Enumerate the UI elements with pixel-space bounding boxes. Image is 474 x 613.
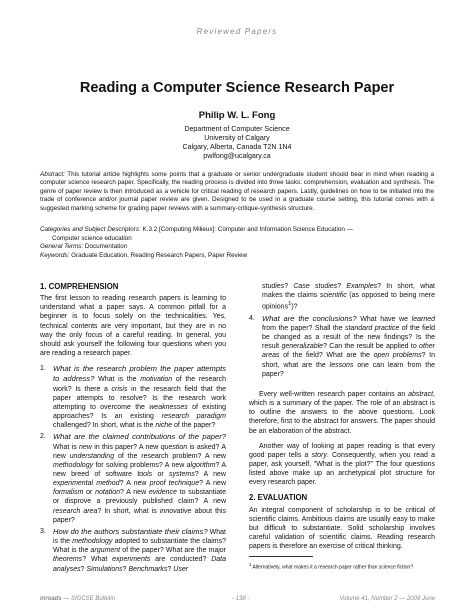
abstract-text: This tutorial article highlights some points that a graduate or senior undergraduate student should bear in mind when reading a computer science research paper. Specifically, the reading process is divided into three tasks: comprehension, evaluation and synthesis. The genre of paper review is then introduced as a vehicle for critical reading of research papers. Lastly, guidelines on how to be initiated into the trade of conference and/or journal paper review are given. Designed to be used in a graduate course setting, this tutorial comes with a suggested marking scheme for grading paper reviews with a summary-critique-synthesis structure.: [40, 171, 434, 212]
categories-label: Categories and Subject Descriptors: [40, 226, 140, 233]
footnote-mark: 1: [249, 562, 252, 567]
question-list: [40, 364, 226, 573]
question-3: 3. How do the authors substantiate their claims? What is the methodology adopted to substantiate the claims? What is the argument of the paper? What are the major theorems? What experiments are conducted? Data analyses? Simulations? Benchmarks? User: [40, 526, 226, 573]
keywords-label: Keywords: [40, 251, 68, 259]
general-terms: : Documentation: [81, 243, 128, 251]
question-1-number: 1.: [40, 365, 46, 373]
footer-volume: Volume 41, Number 2 — 2009 June: [339, 596, 435, 602]
question-2-title: What are the claimed contributions of the paper?: [53, 432, 226, 442]
categories-line1: : K.3.2 [Computing Milieux]: Computer and Information Science Education —: [139, 226, 353, 233]
section-heading-evaluation: 2. EVALUATION: [249, 493, 308, 503]
question-4: 4. What are the conclusions? What have we learned from the paper? Shall the standard practice of the field be changed as a result of the new findings? Is the result generalizable? Can the result be applied to other areas of the field? What are the open problems? In short, what are the lessons one can learn from the paper?: [249, 313, 436, 378]
question-4-number: 4.: [249, 314, 255, 322]
keywords: : Graduate Education, Reading Research Papers, Paper Review: [67, 251, 248, 259]
question-4-title: What are the conclusions?: [262, 313, 357, 323]
evaluation-text: An integral component of scholarship is to be critical of scientific claims. Ambitious claims are usually easy to make but difficult to substantiate. Solid scholarship involves careful validation of scientific claims. Reading research papers is therefore an exercise of critical thinking.: [249, 506, 435, 551]
author-department: Department of Computer Science: [184, 125, 290, 133]
footnote-text: Alternatively, what makes it a research paper rather than science fiction?: [252, 564, 413, 571]
footnote-divider: [249, 556, 313, 557]
story-paragraph: Another way of looking at paper reading is that every good paper tells a story. Consequently, when you read a paper, ask yourself, "What is the plot?" The four questions listed above make up an archetypical plot structure for every research paper.: [249, 442, 435, 487]
footnote-ref: 1: [288, 301, 292, 308]
running-header: Reviewed Papers: [196, 27, 278, 36]
general-terms-label: General Terms: [40, 243, 82, 251]
question-3-continued: studies? Case studies? Examples? In short, what makes the claims scientific (as opposed to being mere opinions$^1$)?: [262, 283, 435, 311]
question-2-number: 2.: [40, 433, 46, 441]
question-2: 2. What are the claimed contributions of the paper? What is new in this paper? A new question is asked? A new understanding of the research problem? A new methodology for solving problems? A new algorithm? A new breed of software tools or systems? A new experimental method? A new proof technique? A new formalism or notation? A new evidence to substantiate or disprove a previously published claim? A new research area? In short, what is innovative about this paper?: [40, 432, 227, 524]
section-heading-comprehension: 1. COMPREHENSION: [40, 282, 119, 291]
abstract-paragraph: Every well-written research paper contains an abstract, which is a summary of the paper. The role of an abstract is to outline the answers to the above questions. Look therefore, first to the abstract for answers. The paper should be an elaboration of the abstract.: [249, 390, 435, 435]
categories-line2: Computer science education: [52, 234, 132, 242]
question-3-title: How do the authors substantiate their claims?: [53, 526, 208, 536]
left-column: [40, 282, 226, 576]
footer-bulletin: — SIGCSE Bulletin: [61, 596, 116, 602]
abstract-label: Abstract:: [40, 171, 65, 178]
author-name: Philip W. L. Fong: [198, 110, 276, 121]
author-affiliation: [0, 125, 474, 161]
footer-journal: inroads: [40, 596, 62, 602]
author-university: University of Calgary: [204, 134, 270, 142]
question-3-number: 3.: [40, 527, 46, 535]
right-column: [249, 282, 435, 557]
categories-block: [40, 226, 434, 260]
question-1-title: What is the research problem the paper attempts to address?: [53, 364, 226, 384]
question-1: 1. What is the research problem the paper attempts to address? What is the motivation of the research work? Is there a crisis in the research field that the paper attempts to resolve? Is the research work attempting to overcome the weaknesses of existing approaches? Is an existing research paradigm challenged? In short, what is the niche of the paper?: [40, 364, 227, 430]
comprehension-intro: The first lesson to reading research papers is learning to understand what a paper says. A common pitfall for a beginner is to focus solely on the technicalities. Yes, technical contents are very important, but they are in no way the only focus of a careful reading. In general, you should ask yourself the following four questions when you are reading a research paper.: [40, 295, 226, 358]
page-number: - 138 -: [232, 596, 250, 602]
abstract: [40, 171, 434, 213]
author-address: Calgary, Alberta, Canada T2N 1N4: [182, 143, 292, 151]
paper-title: Reading a Computer Science Research Paper: [79, 80, 395, 96]
author-email: pwlfong@ucalgary.ca: [203, 152, 271, 160]
footnote: [249, 561, 435, 572]
